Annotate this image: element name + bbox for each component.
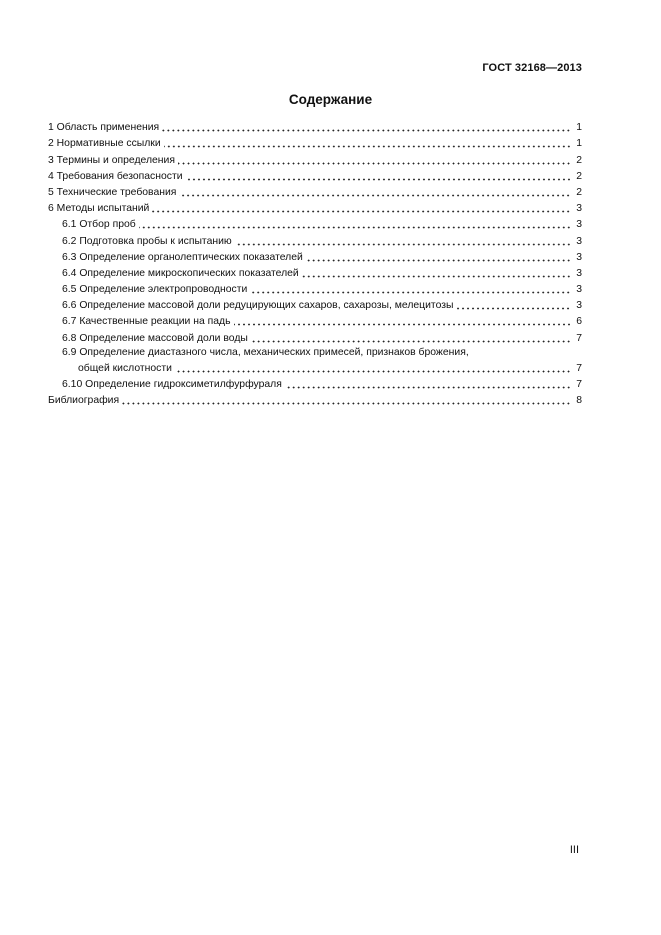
document-header: ГОСТ 32168—2013 [482, 62, 582, 74]
toc-entry-6-4[interactable] [48, 264, 582, 280]
toc-entry-3[interactable] [48, 150, 582, 166]
dot-leader [178, 162, 571, 165]
toc-entry-6-2[interactable] [48, 231, 582, 247]
page-number: III [569, 844, 579, 856]
toc-entry-page: 1 [576, 122, 582, 134]
toc-entry-6-6[interactable] [48, 296, 582, 312]
dot-leader [302, 275, 571, 278]
toc-entry-label: 6 Методы испытаний [48, 203, 150, 215]
toc-entry-page: 3 [576, 251, 582, 263]
dot-leader [164, 145, 571, 148]
dot-leader [235, 243, 571, 246]
toc-entry-6-5[interactable] [48, 280, 582, 296]
toc-entry-page: 7 [576, 332, 582, 344]
toc-entry-page: 1 [576, 138, 582, 150]
toc-entry-label: 4 Требования безопасности [48, 170, 183, 182]
dot-leader [152, 210, 571, 213]
toc-entry-label: 5 Технические требования [48, 186, 177, 198]
toc-entry-label: 6.7 Качественные реакции на падь [62, 316, 231, 328]
toc-entry-label: Библиография [48, 395, 120, 407]
toc-entry-label: 6.4 Определение микроскопических показателей [62, 267, 299, 279]
toc-entry-label: 1 Область применения [48, 122, 160, 134]
toc-entry-label: 6.6 Определение массовой доли редуцирующих сахаров, сахарозы, мелецитозы [62, 300, 454, 312]
dot-leader [234, 323, 572, 326]
toc-entry-6-3[interactable] [48, 248, 582, 264]
dot-leader [175, 370, 571, 373]
toc-entry-label: 6.8 Определение массовой доли воды [62, 332, 248, 344]
toc-entry-page: 7 [576, 362, 582, 374]
toc-entry-6-8[interactable] [48, 328, 582, 344]
toc-entry-6-7[interactable] [48, 312, 582, 328]
toc-entry-page: 3 [576, 284, 582, 296]
toc-entry-label: 6.9 Определение диастазного числа, механических примесей, признаков брожения, [62, 346, 469, 358]
dot-leader [306, 259, 571, 262]
dot-leader [186, 178, 571, 181]
toc-entry-label: 2 Нормативные ссылки [48, 138, 161, 150]
toc-entry-label: 6.5 Определение электропроводности [62, 284, 248, 296]
toc-entry-label: 6.10 Определение гидроксиметилфурфураля [62, 379, 282, 390]
toc-entry-6-9[interactable] [48, 345, 582, 359]
dot-leader [251, 340, 571, 343]
toc-entry-2[interactable] [48, 134, 582, 150]
dot-leader [250, 291, 571, 294]
toc-entry-label-continuation: общей кислотности [78, 362, 172, 374]
dot-leader [122, 402, 571, 405]
toc-entry-page: 3 [576, 267, 582, 279]
toc-entry-page: 6 [576, 316, 582, 328]
toc-entry-6-9-continuation[interactable] [48, 359, 582, 375]
dot-leader [285, 386, 571, 389]
toc-entry-page: 7 [576, 379, 582, 390]
toc-entry-6-10[interactable] [48, 375, 582, 391]
toc-entry-bibliography[interactable] [48, 391, 582, 407]
toc-entry-page: 8 [576, 395, 582, 407]
page-title: Содержание [288, 92, 373, 107]
toc-entry-4[interactable] [48, 167, 582, 183]
toc-entry-label: 6.3 Определение органолептических показателей [62, 251, 303, 263]
toc-entry-page: 2 [576, 186, 582, 198]
toc-entry-page: 3 [576, 219, 582, 231]
dot-leader [162, 129, 571, 132]
toc-entry-page: 2 [576, 154, 582, 166]
toc-entry-6[interactable] [48, 199, 582, 215]
toc-entry-label: 3 Термины и определения [48, 154, 175, 166]
toc-entry-page: 3 [576, 203, 582, 215]
toc-entry-label: 6.2 Подготовка пробы к испытанию [62, 235, 232, 247]
toc-entry-label: 6.1 Отбор проб [62, 219, 136, 231]
dot-leader [179, 194, 571, 197]
toc-entry-5[interactable] [48, 183, 582, 199]
toc-entry-page: 3 [576, 235, 582, 247]
toc-entry-page: 2 [576, 170, 582, 182]
table-of-contents [48, 118, 582, 407]
toc-entry-1[interactable] [48, 118, 582, 134]
dot-leader [456, 307, 571, 310]
toc-entry-6-1[interactable] [48, 215, 582, 231]
toc-entry-page: 3 [576, 300, 582, 312]
dot-leader [139, 226, 571, 229]
